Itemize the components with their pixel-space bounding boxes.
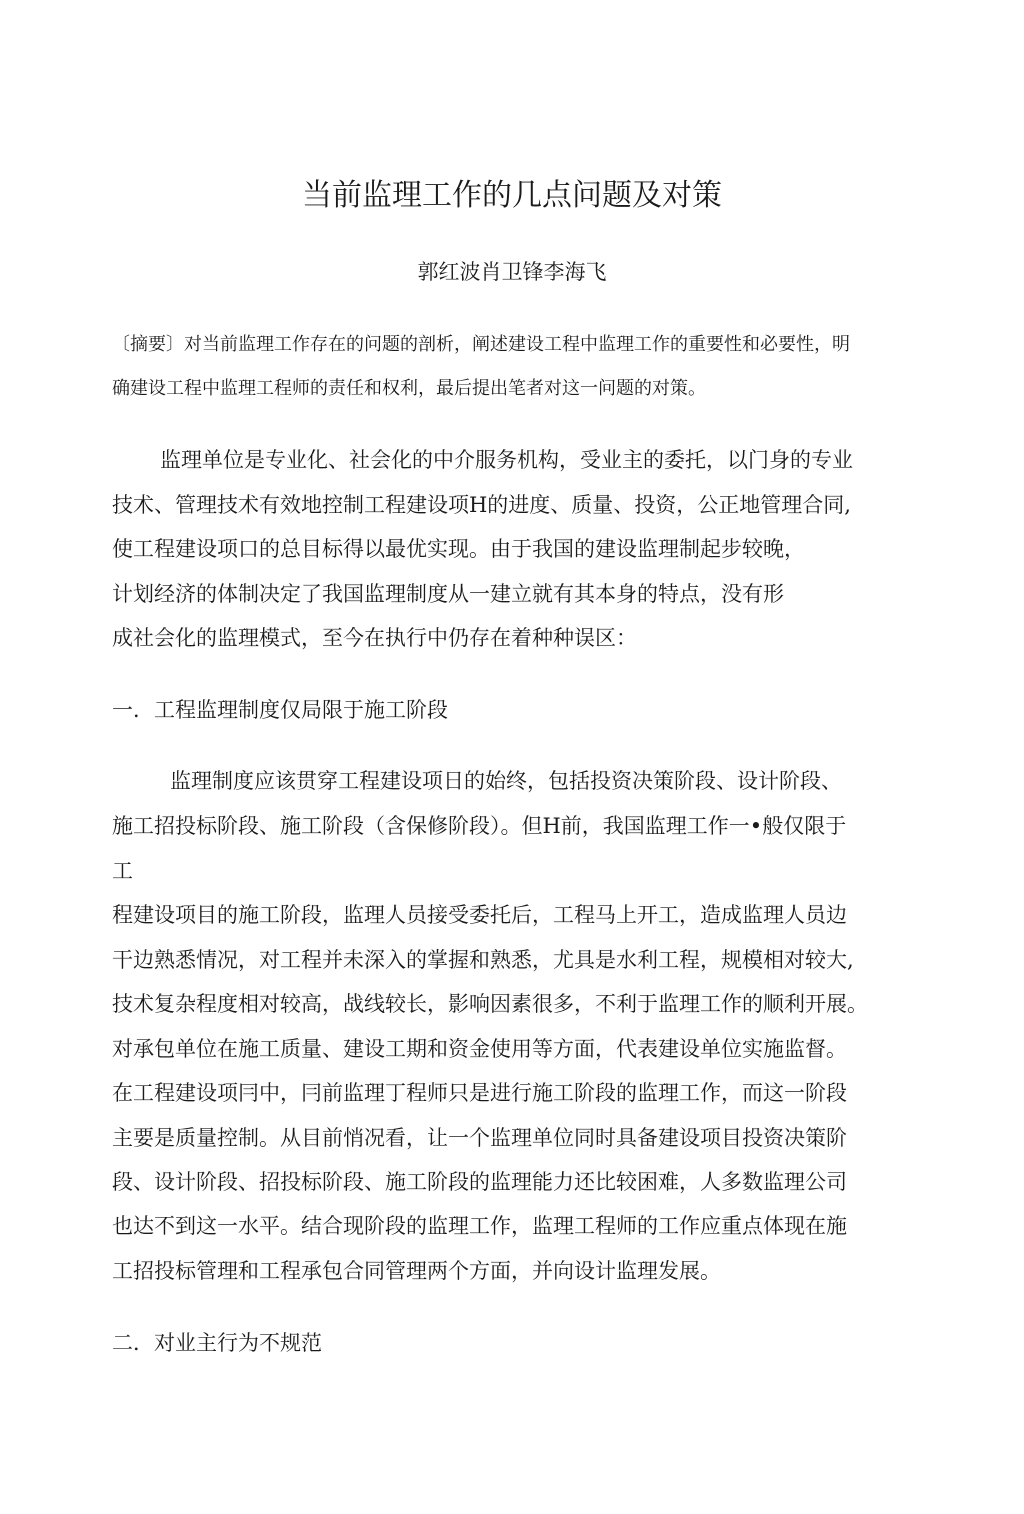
intro-line: 技术、管理技术有效地控制工程建设项H的进度、质量、投资，公正地管理合同,	[112, 493, 851, 517]
section-1-line: 干边熟悉情况，对工程并未深入的掌握和熟悉，尤具是水利工程，规模相对较大,	[112, 948, 854, 972]
section-1-line: 监理制度应该贯穿工程建设项日的始终，包括投资决策阶段、设计阶段、	[170, 769, 842, 793]
section-heading-1: 一．工程监理制度仅局限于施工阶段	[112, 698, 448, 722]
section-1-line: 段、设计阶段、招投标阶段、施工阶段的监理能力还比较困难，人多数监理公司	[112, 1170, 847, 1194]
document-authors: 郭红波肖卫锋李海飞	[417, 260, 607, 284]
section-heading-2: 二．对业主行为不规范	[112, 1331, 322, 1355]
intro-line: 成社会化的监理模式，至今在执行中仍存在着种种误区：	[112, 626, 637, 650]
section-1-line: 工招投标管理和工程承包合同管理两个方面，并向设计监理发展。	[112, 1259, 721, 1283]
abstract-line: 确建设工程中监理工程师的责任和权利，最后提出笔者对这一问题的对策。	[112, 378, 706, 399]
section-1-line: 工	[112, 859, 133, 883]
abstract-line: 〔摘要〕对当前监理工作存在的问题的剖析，阐述建设工程中监理工作的重要性和必要性，明	[112, 334, 850, 355]
intro-line: 计划经济的体制决定了我国监理制度从一建立就有其本身的特点，没有形	[112, 582, 784, 606]
section-1-line: 对承包单位在施工质量、建设工期和资金使用等方面，代表建设单位实施监督。	[112, 1037, 847, 1061]
intro-line: 监理单位是专业化、社会化的中介服务机构，受业主的委托，以门身的专业	[160, 448, 853, 472]
section-1-line: 主要是质量控制。从目前悄况看，让一个监理单位同时具备建设项目投资决策阶	[112, 1126, 847, 1150]
section-1-line: 在工程建设项冃中，冃前监理丁程师只是进行施工阶段的监理工作，而这一阶段	[112, 1081, 847, 1105]
section-1-line: 技术复杂程度相对较高，战线较长，影响因素很多，不利于监理工作的顺利开展。	[112, 992, 868, 1016]
document-title: 当前监理工作的几点问题及对策	[302, 178, 722, 213]
section-1-line: 施工招投标阶段、施工阶段（含保修阶段）。但H前，我国监理工作一•般仅限于	[112, 814, 847, 838]
section-1-line: 也达不到这一水平。结合现阶段的监理工作，监理工程师的工作应重点体现在施	[112, 1214, 847, 1238]
intro-line: 使工程建设项口的总目标得以最优实现。由于我国的建设监理制起步较晚，	[112, 537, 805, 561]
section-1-line: 程建设项目的施工阶段，监理人员接受委托后，工程马上开工，造成监理人员边	[112, 903, 847, 927]
